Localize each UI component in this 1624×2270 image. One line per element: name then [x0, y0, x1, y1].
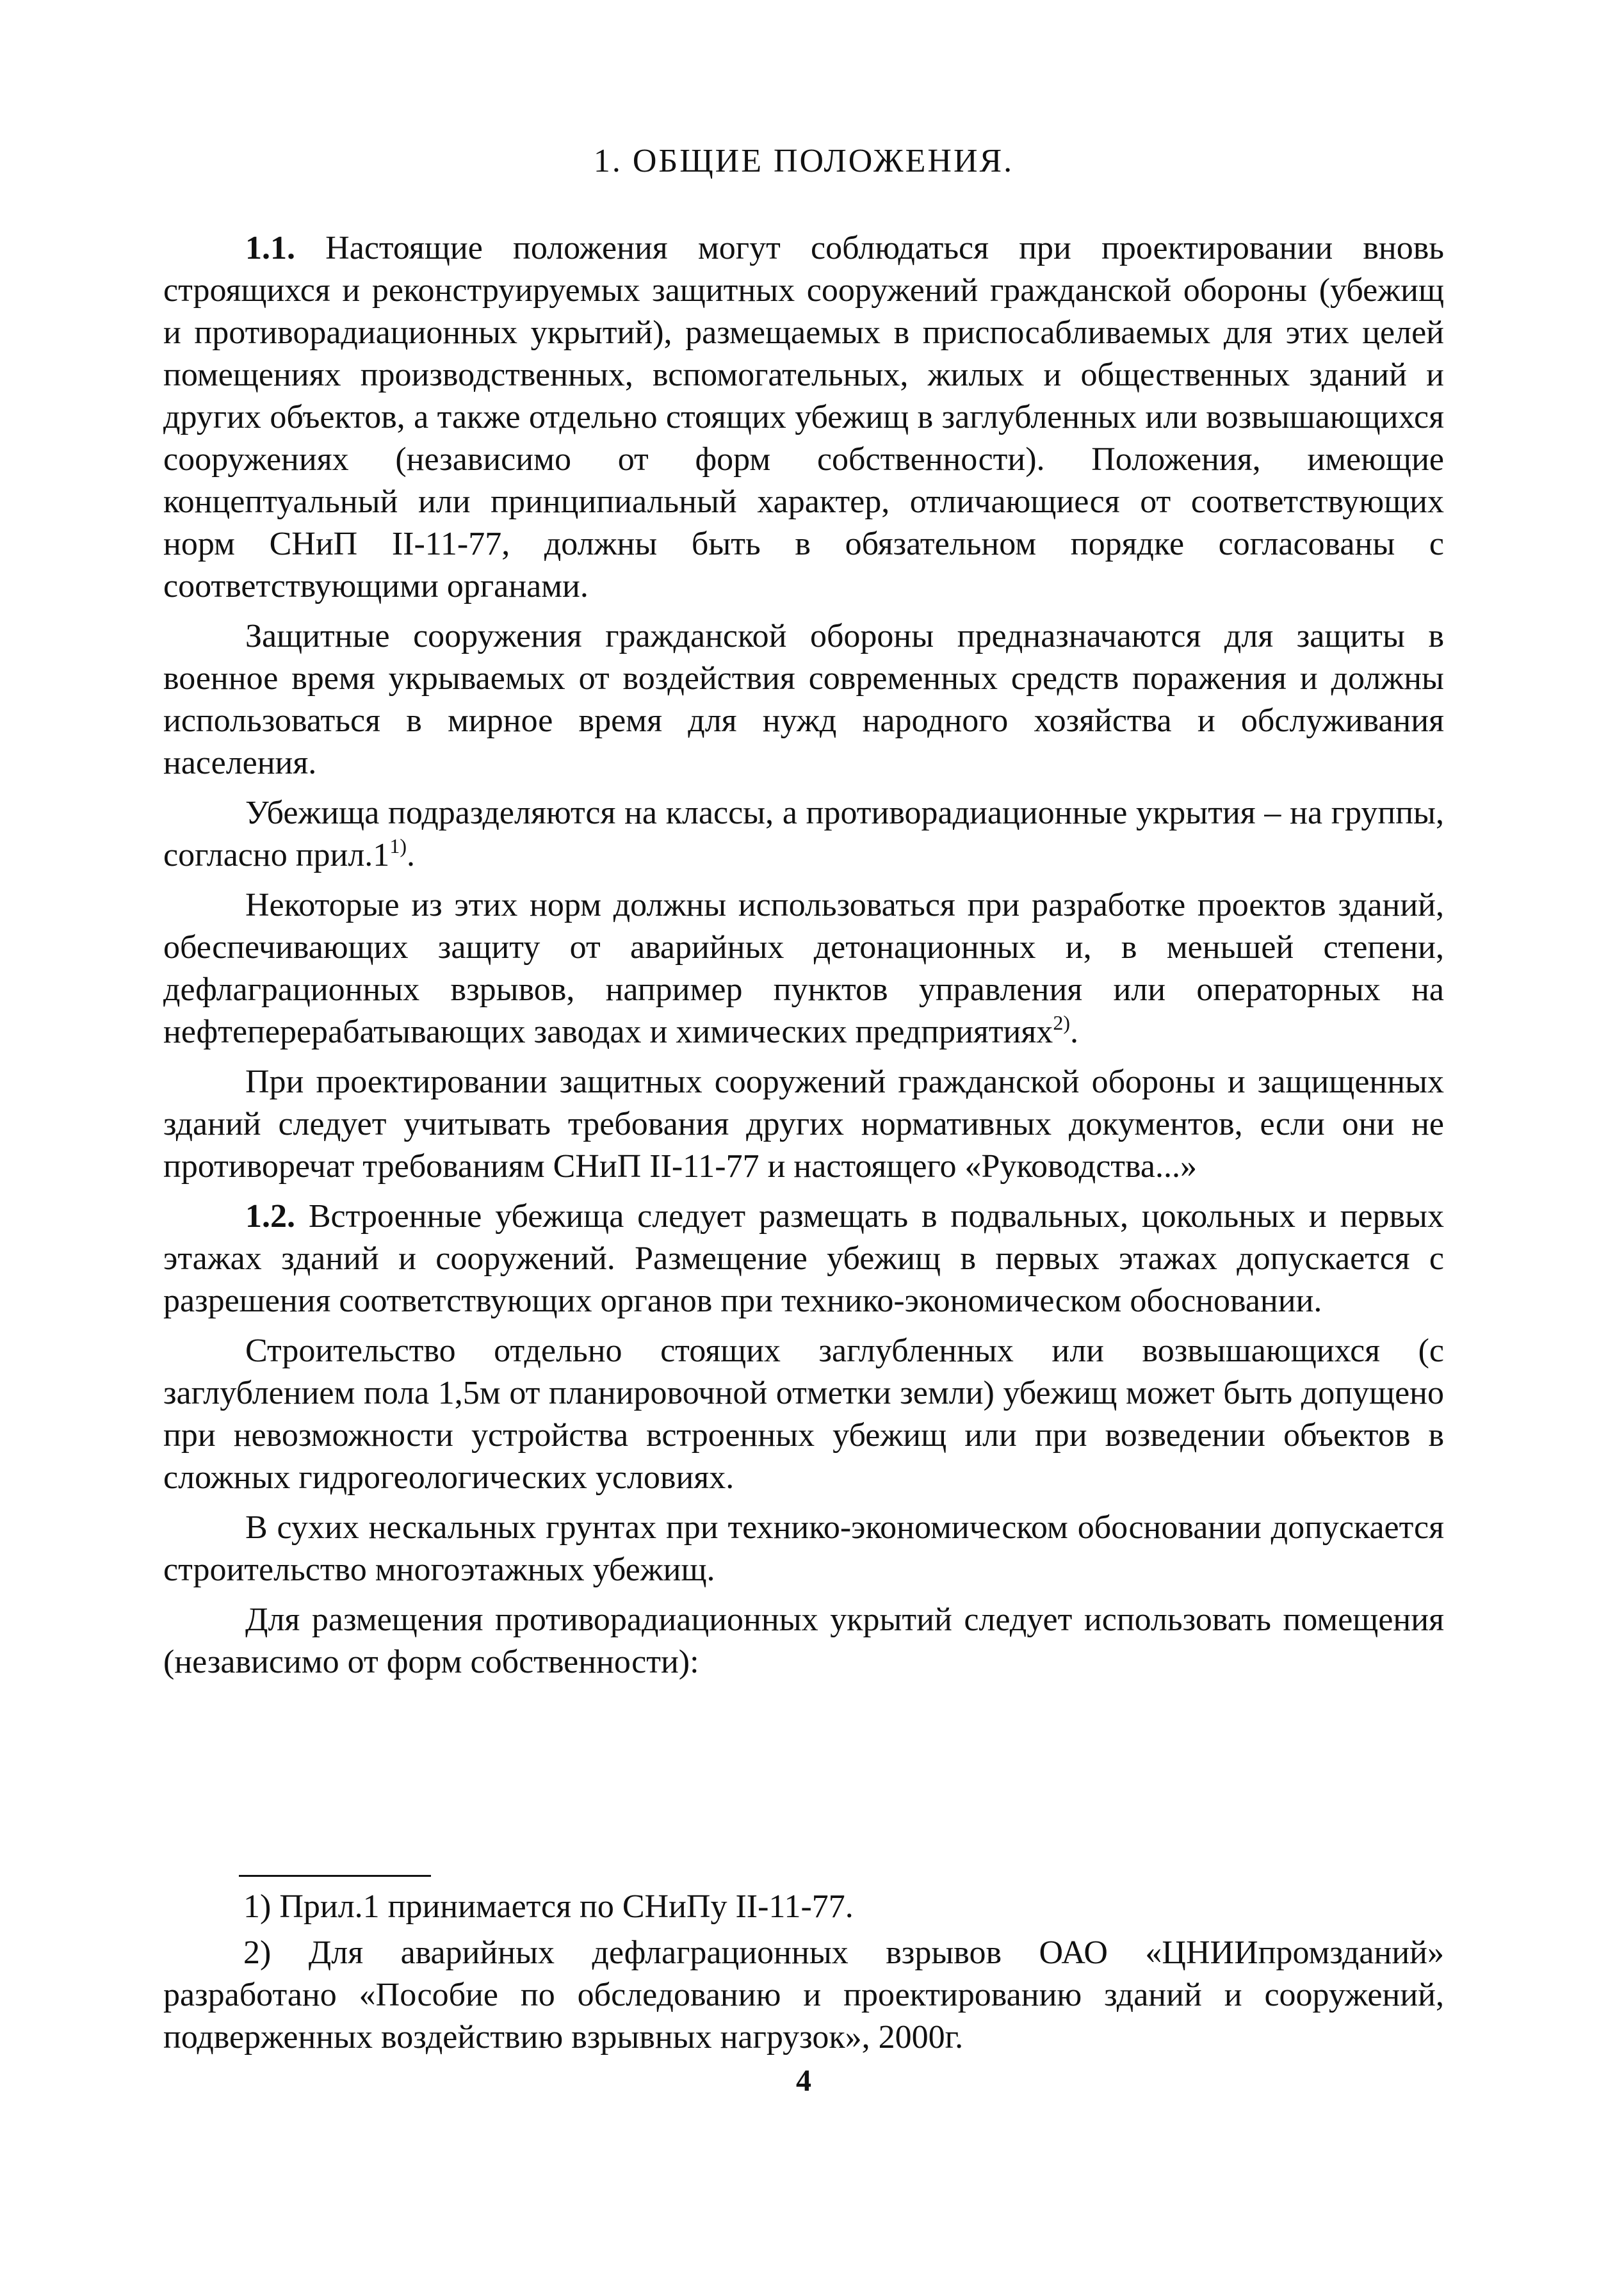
paragraph-protective-structures — [163, 615, 1444, 784]
paragraph-text: Для размещения противорадиационных укрытий следует использовать помещения (независимо от форм собственности): — [163, 1601, 1444, 1680]
paragraph-radiation-shelters — [163, 1599, 1444, 1683]
paragraph-text: Настоящие положения могут соблюдаться при проектировании вновь строящихся и реконструируемых защитных сооружений гражданской обороны (убежищ и противорадиационных укрытий), размещаемых в приспосабливаемых для этих целей помещениях производственных, вспомогательных, жилых и общественных зданий и других объектов, а также отдельно стоящих убежищ в заглубленных или возвышающихся сооружениях (независимо от форм собственности). Положения, имеющие концептуальный или принципиальный характер, отличающиеся от соответствующих норм СНиП II-11-77, должны быть в обязательном порядке согласованы с соответствующими органами. — [163, 230, 1444, 604]
paragraph-text: В сухих нескальных грунтах при технико-экономическом обосновании допускается строительство многоэтажных убежищ. — [163, 1509, 1444, 1588]
page-number: 4 — [796, 2064, 811, 2098]
paragraph-text: Защитные сооружения гражданской обороны предназначаются для защиты в военное время укрываемых от воздействия современных средств поражения и должны использоваться в мирное время для нужд народного хозяйства и обслуживания населения. — [163, 618, 1444, 781]
clause-number: 1.1. — [245, 230, 295, 266]
footnote-separator — [239, 1875, 431, 1877]
footnote-2: 2) Для аварийных дефлаграционных взрывов ОАО «ЦНИИпромзданий» разработано «Пособие по обследованию и проектированию зданий и сооружений, подверженных воздействию взрывных нагрузок», 2000г. — [163, 1934, 1444, 2055]
body-text — [163, 227, 1444, 1683]
footnote-ref-1: 1) — [389, 834, 407, 857]
document-page — [163, 0, 1444, 2270]
footnote-ref-2: 2) — [1053, 1011, 1070, 1034]
clause-number: 1.2. — [245, 1198, 295, 1235]
paragraph-explosion-protection — [163, 884, 1444, 1053]
paragraph-text: Встроенные убежища следует размещать в подвальных, цокольных и первых этажах зданий и сооружений. Размещение убежищ в первых этажах допускается с разрешения соответствующих органов при технико-экономическом обосновании. — [163, 1198, 1444, 1319]
paragraph-text: Строительство отдельно стоящих заглубленных или возвышающихся (с заглублением пола 1,5м от планировочной отметки земли) убежищ может быть допущено при невозможности устройства встроенных убежищ или при возведении объектов в сложных гидрогеологических условиях. — [163, 1333, 1444, 1496]
paragraph-text: Убежища подразделяются на классы, а противорадиационные укрытия – на группы, согласно прил.1 — [163, 795, 1444, 873]
footnotes — [163, 1886, 1444, 2063]
paragraph-freestanding-shelters — [163, 1330, 1444, 1499]
paragraph-text: Некоторые из этих норм должны использоваться при разработке проектов зданий, обеспечивающих защиту от аварийных детонационных и, в меньшей степени, дефлаграционных взрывов, например пунктов управления или операторных на нефтеперерабатывающих заводах и химических предприятиях — [163, 887, 1444, 1050]
paragraph-text: При проектировании защитных сооружений гражданской обороны и защищенных зданий следует учитывать требования других нормативных документов, если они не противоречат требованиям СНиП II-11-77 и настоящего «Руководства...» — [163, 1064, 1444, 1185]
paragraph-shelter-classes — [163, 792, 1444, 877]
section-heading: 1. ОБЩИЕ ПОЛОЖЕНИЯ. — [593, 143, 1014, 179]
paragraph-design-requirements — [163, 1061, 1444, 1188]
paragraph-tail: . — [1069, 1014, 1078, 1050]
paragraph-multistorey-shelters — [163, 1507, 1444, 1591]
paragraph-1-1 — [163, 227, 1444, 608]
paragraph-tail: . — [406, 837, 415, 873]
footnote-1: 1) Прил.1 принимается по СНиПу II-11-77. — [243, 1888, 854, 1925]
paragraph-1-2 — [163, 1196, 1444, 1322]
